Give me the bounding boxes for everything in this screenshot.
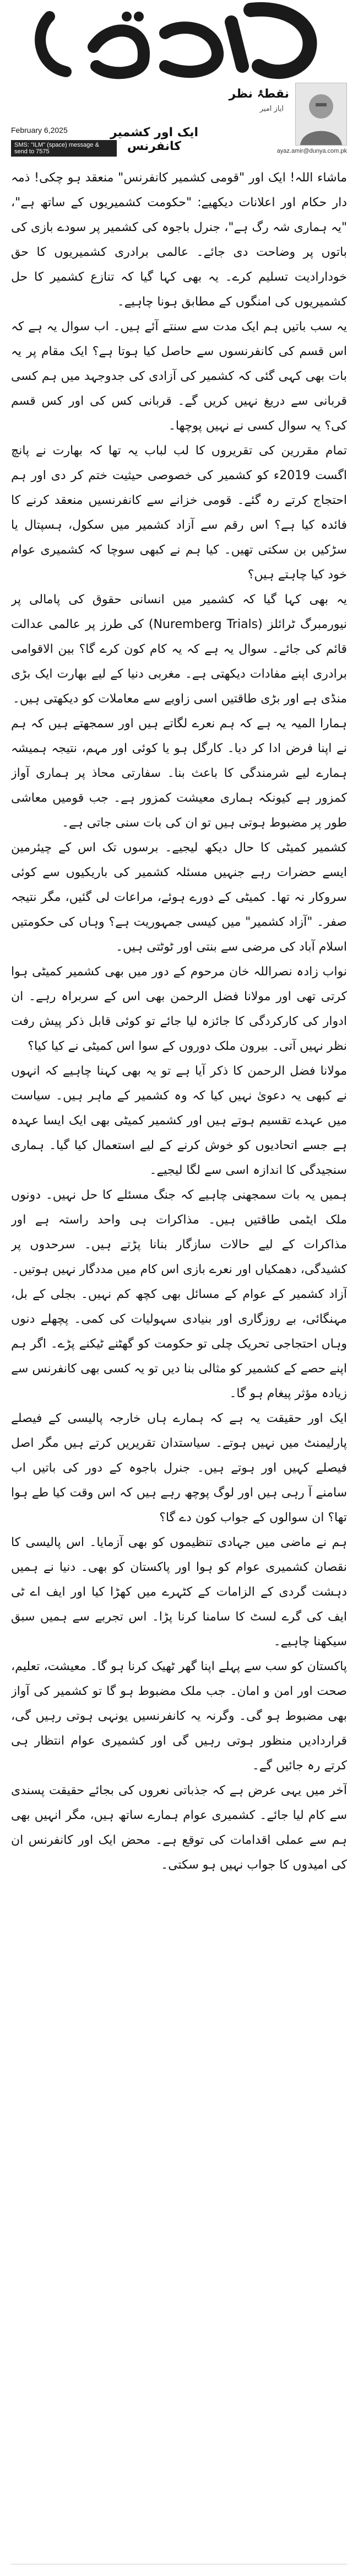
paragraph: مولانا فضل الرحمن کا ذکر آیا ہے تو یہ بھی کہنا چاہیے کہ انہوں نے کبھی یہ دعویٰ نہیں کیا کہ وہ کشمیر کے ماہر ہیں۔ سیاست میں عہدے تقسیم ہوتے ہیں اور کشمیر کمیٹی بھی ایک ایسا عہدہ ہے جسے اتحادیوں کو خوش کرنے کے لیے استعمال کیا گیا۔ ہماری سنجیدگی کا اندازہ اسی سے لگا لیجیے۔ <box>11 1064 347 1177</box>
paragraph: تمام مقررین کی تقریروں کا لب لباب یہ تھا کہ بھارت نے پانچ اگست 2019ء کو کشمیر کی خصوصی حیثیت ختم کر دی اور ہم احتجاج کرتے رہ گئے۔ قومی خزانے سے کانفرنسیں منعقد کرنے کا فائدہ کیا ہے؟ اس رقم سے آزاد کشمیر میں سکول، ہسپتال یا سڑکیں بن سکتی تھیں۔ کیا ہم نے کبھی سوچا کہ کشمیری عوام خود کیا چاہتے ہیں؟ <box>11 444 347 582</box>
paragraph: آزاد کشمیر کے عوام کے مسائل بھی کچھ کم نہیں۔ بجلی کے بل، مہنگائی، بے روزگاری اور بنیادی سہولیات کی کمی۔ پچھلے دنوں وہاں احتجاجی تحریک چلی تو حکومت کو گھٹنے ٹیکنے پڑے۔ اگر ہم اپنے حصے کے کشمیر کو مثالی بنا دیں تو یہ کسی بھی کانفرنس سے زیادہ مؤثر پیغام ہو گا۔ <box>11 1287 347 1400</box>
masthead-logo <box>0 0 358 83</box>
dunya-logo-graphic <box>0 0 358 83</box>
column-title: ایک اور کشمیر کانفرنس <box>110 126 199 153</box>
paragraph: کشمیر کمیٹی کا حال دیکھ لیجیے۔ برسوں تک اس کے چیئرمین ایسے حضرات رہے جنہیں مسئلہ کشمیر کی باریکیوں سے کوئی سروکار نہ تھا۔ کمیٹی کے دورے ہوئے، مراعات لی گئیں، مگر نتیجہ صفر۔ "آزاد کشمیر" میں کیسی جمہوریت ہے؟ وہاں کی حکومتیں اسلام آباد کی مرضی سے بنتی اور ٹوٹتی ہیں۔ <box>11 841 347 954</box>
paragraph: ہمیں یہ بات سمجھنی چاہیے کہ جنگ مسئلے کا حل نہیں۔ دونوں ملک ایٹمی طاقتیں ہیں۔ مذاکرات ہی واحد راستہ ہے اور مذاکرات کے لیے حالات سازگار بنانا پڑتے ہیں۔ سرحدوں پر کشیدگی، دھمکیاں اور نعرے بازی اس کام میں مددگار نہیں ہوتیں۔ <box>11 1188 347 1276</box>
author-portrait-icon <box>295 83 347 146</box>
paragraph: یہ بھی کہا گیا کہ کشمیر میں انسانی حقوق کی پامالی پر نیورمبرگ ٹرائلز (Nuremberg Trials) کی طرز پر عالمی عدالت قائم کی جائے۔ سوال یہ ہے کہ یہ کام کون کرے گا؟ بین الاقوامی برادری اپنے مفادات دیکھتی ہے۔ مغربی دنیا کے لیے بھارت ایک بڑی منڈی ہے اور بڑی طاقتیں اسی زاویے سے معاملات کو دیکھتی ہیں۔ <box>11 593 347 706</box>
paragraph: ماشاء اللہ! ایک اور "قومی کشمیر کانفرنس" منعقد ہو چکی! ذمہ دار حکام اور اعلانات دیکھیے: "حکومت کشمیریوں کے ساتھ ہے"، "یہ ہماری شہ رگ ہے"، جنرل باجوہ کی کشمیر پر سودے بازی کی باتوں پر وضاحت دی جائے۔ عالمی برادری کشمیریوں کا حق خودارادیت تسلیم کرے۔ یہ بھی کہا گیا کہ تنازع کشمیر کا حل کشمیریوں کی امنگوں کے مطابق ہونا چاہیے۔ <box>11 171 347 309</box>
paragraph: ہمارا المیہ یہ ہے کہ ہم نعرے لگاتے ہیں اور سمجھتے ہیں کہ ہم نے اپنا فرض ادا کر دیا۔ کارگل ہو یا کوئی اور مہم، نتیجہ ہمیشہ ہمارے لیے شرمندگی کا باعث بنا۔ سفارتی محاذ پر ہماری آواز کمزور ہے کیونکہ ہماری معیشت کمزور ہے۔ جب قومیں معاشی طور پر مضبوط ہوتی ہیں تو ان کی بات سنی جاتی ہے۔ <box>11 717 347 830</box>
paragraph: آخر میں یہی عرض ہے کہ جذباتی نعروں کی بجائے حقیقت پسندی سے کام لیا جائے۔ کشمیری عوام ہمارے ساتھ ہیں، مگر انہیں بھی ہم سے عملی اقدامات کی توقع ہے۔ محض ایک اور کانفرنس ان کی امیدوں کا جواب نہیں ہو سکتی۔ <box>11 1784 347 1872</box>
article-body <box>11 165 347 2558</box>
column-header <box>11 83 347 155</box>
publish-date: February 6,2025 <box>11 126 68 135</box>
paragraph: نواب زادہ نصراللہ خان مرحوم کے دور میں بھی کشمیر کمیٹی ہوا کرتی تھی اور مولانا فضل الرحمن بھی اس کے سربراہ رہے۔ ان ادوار کی کارکردگی کا جائزہ لیا جائے تو کوئی قابل ذکر پیش رفت نظر نہیں آتی۔ بیرون ملک دوروں کے سوا اس کمیٹی نے کیا کیا؟ <box>11 965 347 1053</box>
paragraph: ایک اور حقیقت یہ ہے کہ ہمارے ہاں خارجہ پالیسی کے فیصلے پارلیمنٹ میں نہیں ہوتے۔ سیاستدان تقریریں کرتے ہیں مگر اصل فیصلے کہیں اور ہوتے ہیں۔ جنرل باجوہ کے دور کی باتیں اب سامنے آ رہی ہیں اور لوگ پوچھ رہے ہیں کہ اس وقت کیا طے ہوا تھا؟ ان سوالوں کے جواب کون دے گا؟ <box>11 1412 347 1525</box>
paragraph: پاکستان کو سب سے پہلے اپنا گھر ٹھیک کرنا ہو گا۔ معیشت، تعلیم، صحت اور امن و امان۔ جب ملک مضبوط ہو گا تو کشمیر کی آواز بھی مضبوط ہو گی۔ وگرنہ یہ کانفرنسیں یونہی ہوتی رہیں گی، قراردادیں منظور ہوتی رہیں گی اور کشمیری عوام انتظار ہی کرتے رہ جائیں گے۔ <box>11 1660 347 1773</box>
paragraph: ہم نے ماضی میں جہادی تنظیموں کو بھی آزمایا۔ اس پالیسی کا نقصان کشمیری عوام کو ہوا اور پاکستان کو بھی۔ دنیا نے ہمیں دہشت گردی کے الزامات کے کٹہرے میں کھڑا کیا اور ایف اے ٹی ایف کی گرے لسٹ کا سامنا کرنا پڑا۔ اس تجربے سے ہمیں سبق سیکھنا چاہیے۔ <box>11 1536 347 1649</box>
author-name: ایاز امیر <box>259 105 284 113</box>
logo-text: دنیا <box>178 82 180 83</box>
author-email[interactable]: ayaz.amir@dunya.com.pk <box>276 148 347 154</box>
sms-strip: SMS: "ILM" (space) message & send to 7575 <box>11 140 117 157</box>
column-name: نقطۂ نظر <box>229 87 289 101</box>
paragraph: یہ سب باتیں ہم ایک مدت سے سنتے آئے ہیں۔ اب سوال یہ ہے کہ اس قسم کی کانفرنسوں سے حاصل کیا ہوتا ہے؟ ایک مقام پر یہ بات بھی کہی گئی کہ کشمیر کی آزادی کی جدوجہد میں ہم کسی قربانی سے دریغ نہیں کریں گے۔ قربانی کس کی اور کس قسم کی؟ یہ سوال کسی نے نہیں پوچھا۔ <box>11 320 347 433</box>
